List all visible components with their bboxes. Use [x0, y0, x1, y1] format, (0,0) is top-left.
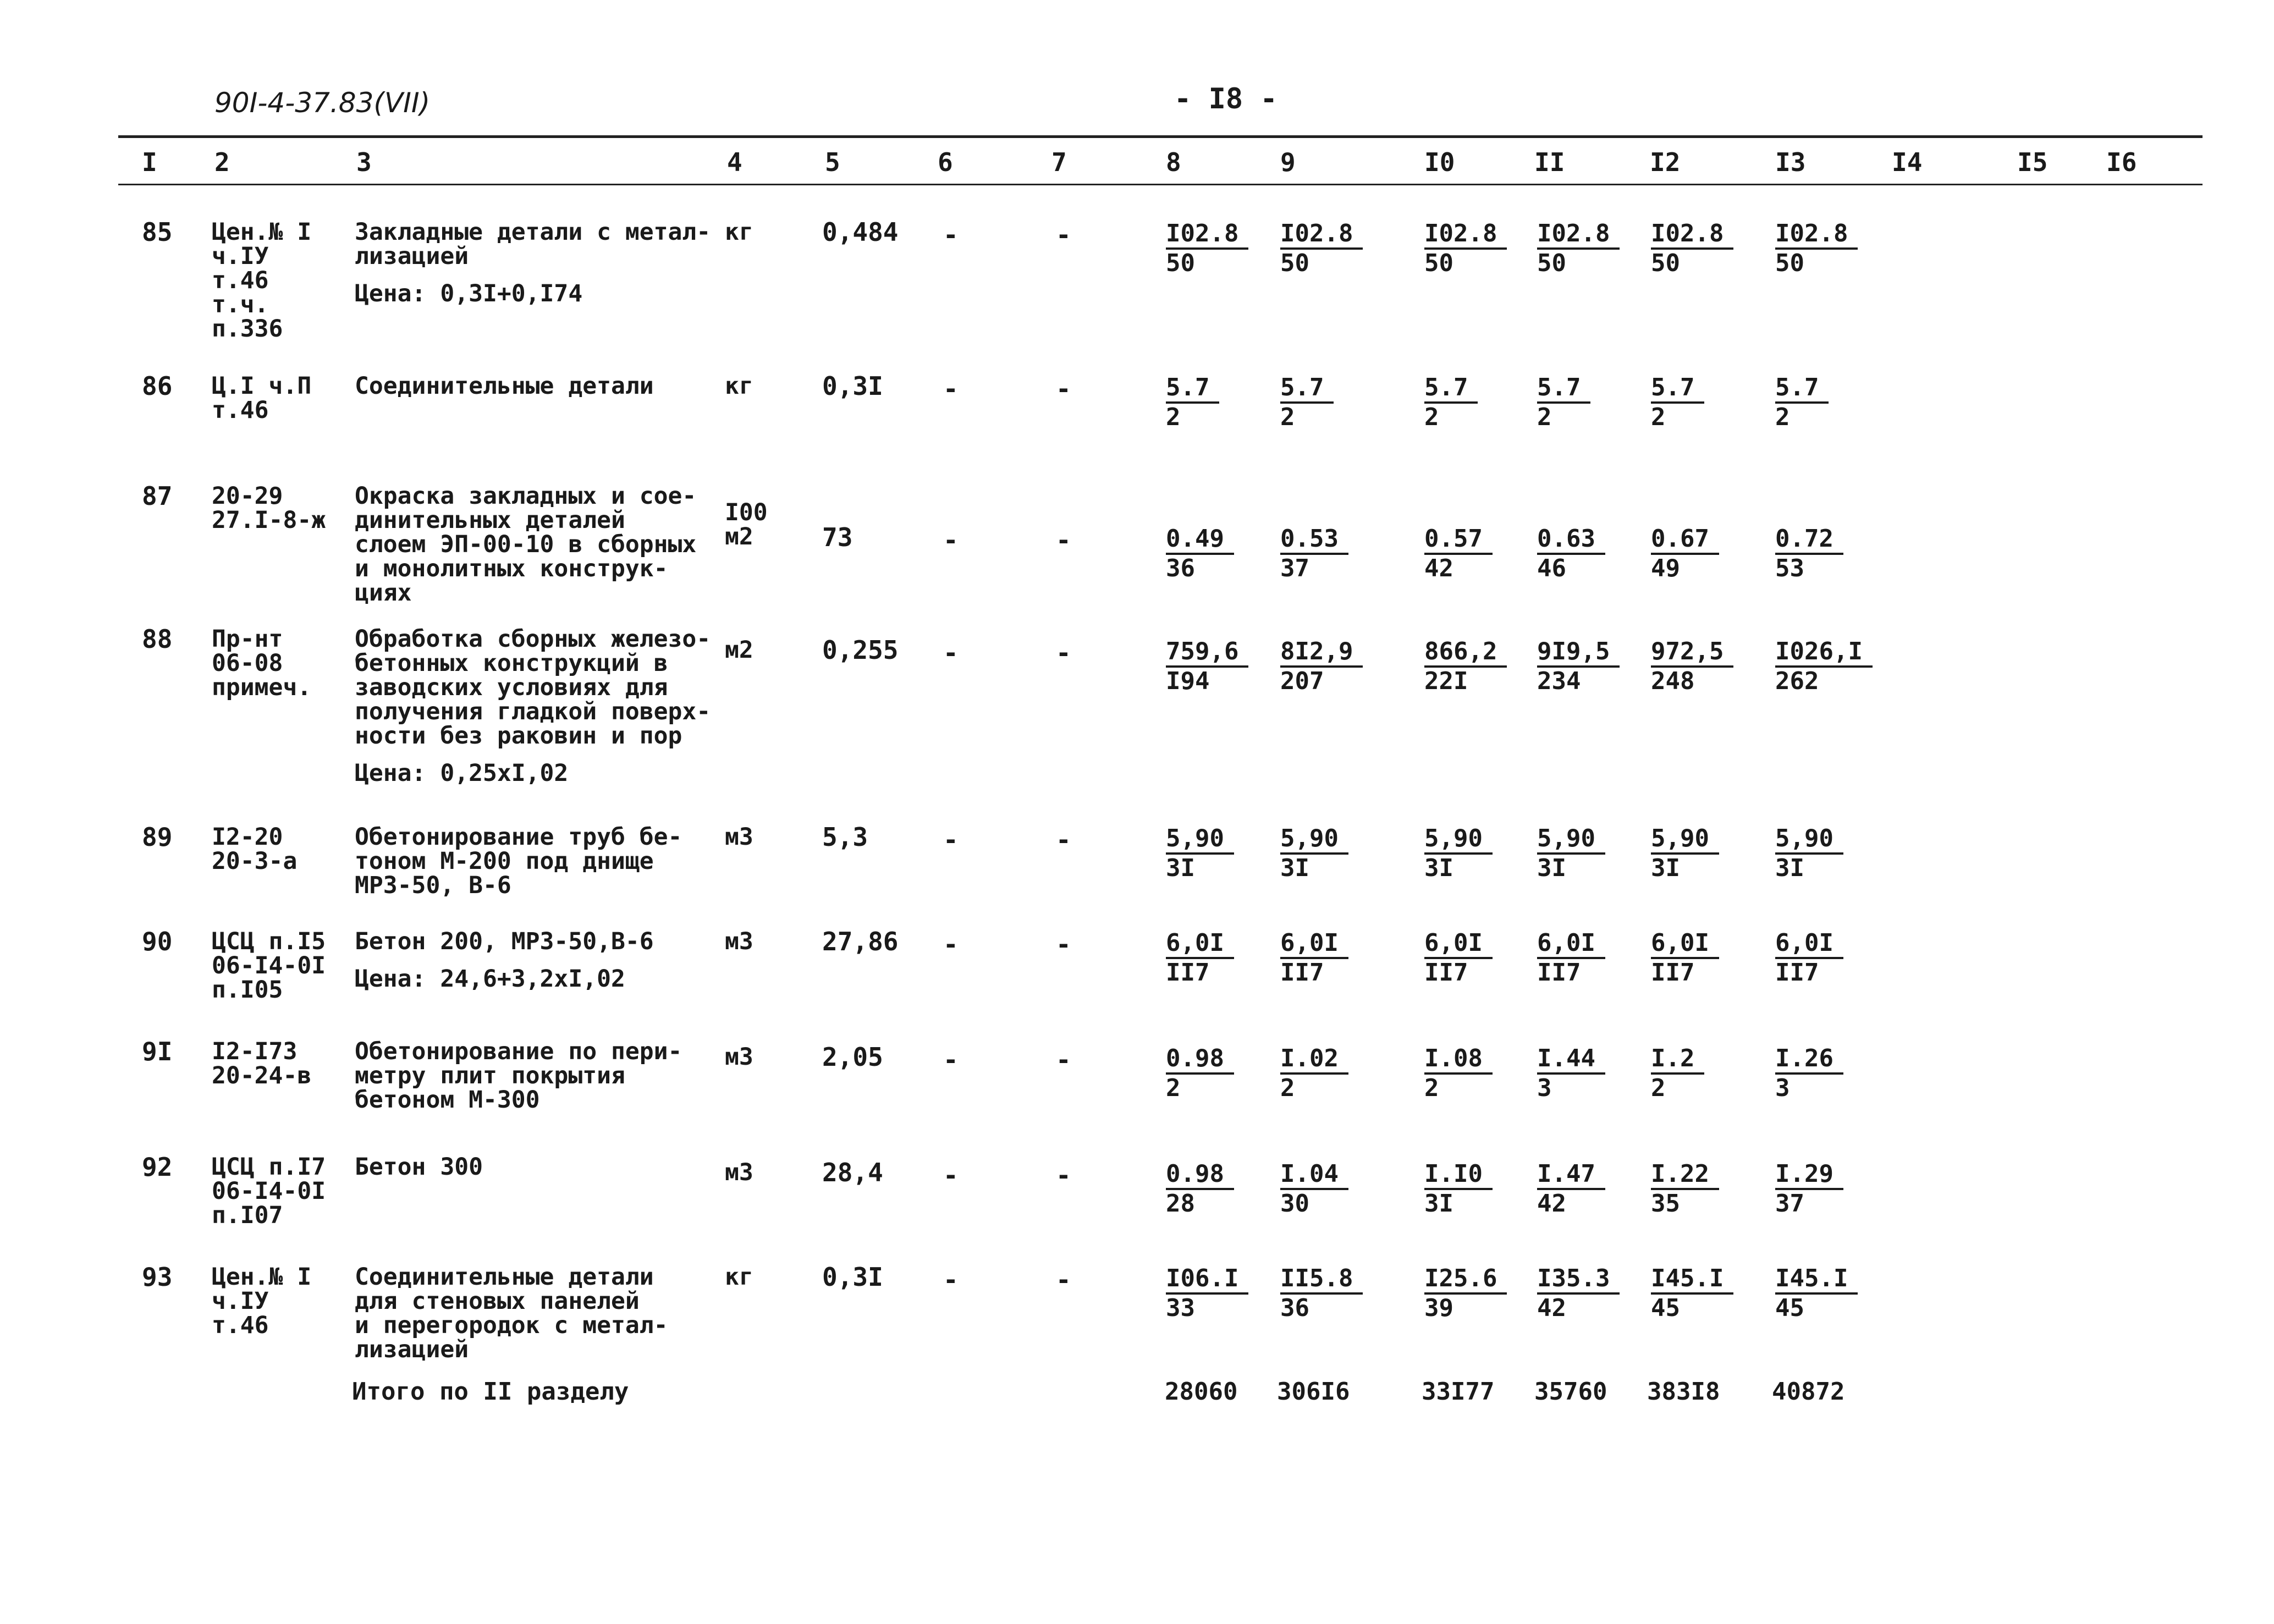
fraction-denominator: II7 — [1424, 959, 1468, 987]
row-value-fraction — [1424, 825, 1493, 882]
row-value-fraction — [1537, 374, 1590, 431]
row-value-fraction — [1166, 929, 1234, 987]
row-value-fraction — [1537, 1265, 1620, 1322]
fraction-numerator: 5,90 — [1537, 825, 1605, 855]
header-rule-top — [118, 135, 2203, 138]
fraction-numerator: 0.63 — [1537, 525, 1605, 555]
row-value-fraction — [1775, 1265, 1858, 1322]
row-number: 92 — [142, 1152, 173, 1182]
fraction-numerator: 5,90 — [1651, 825, 1719, 855]
fraction-numerator: I45.I — [1775, 1265, 1858, 1295]
row-description: Соединительные детали для стеновых панелей и перегородок с метал- лизацией — [355, 1263, 668, 1363]
row-value-fraction — [1651, 1265, 1733, 1322]
column-number: 7 — [1051, 147, 1067, 177]
row-col6-dash: - — [943, 525, 959, 555]
fraction-numerator: 6,0I — [1424, 929, 1493, 959]
column-number: 6 — [938, 147, 953, 177]
fraction-numerator: I.29 — [1775, 1160, 1843, 1190]
row-reference: ЦСЦ п.I5 06-I4-0I п.I05 — [212, 928, 326, 1004]
fraction-numerator: I.08 — [1424, 1045, 1493, 1075]
fraction-numerator: I.I0 — [1424, 1160, 1493, 1190]
fraction-denominator: 33 — [1166, 1294, 1195, 1322]
fraction-numerator: 0.98 — [1166, 1045, 1234, 1075]
row-col6-dash: - — [943, 1265, 959, 1295]
totals-value: 28060 — [1165, 1378, 1238, 1406]
row-number: 86 — [142, 371, 173, 401]
fraction-denominator: 3 — [1775, 1074, 1790, 1102]
fraction-denominator: 248 — [1651, 667, 1695, 695]
column-number: 5 — [825, 147, 840, 177]
column-number: I6 — [2106, 147, 2137, 177]
fraction-denominator: 2 — [1166, 1074, 1181, 1102]
fraction-numerator: I25.6 — [1424, 1265, 1507, 1295]
fraction-numerator: I02.8 — [1651, 220, 1733, 250]
fraction-numerator: 8I2,9 — [1280, 638, 1363, 668]
row-value-fraction — [1775, 1160, 1843, 1218]
row-value-fraction — [1775, 374, 1829, 431]
row-value-fraction — [1424, 220, 1507, 277]
row-col7-dash: - — [1056, 374, 1071, 404]
fraction-denominator: 45 — [1651, 1294, 1680, 1322]
row-value-fraction — [1651, 525, 1719, 582]
row-description: Соединительные детали — [355, 372, 654, 400]
row-reference: Цен.№ I ч.IУ т.46 — [212, 1263, 312, 1339]
fraction-denominator: 234 — [1537, 667, 1581, 695]
fraction-numerator: 5.7 — [1775, 374, 1829, 404]
totals-value: 35760 — [1534, 1378, 1607, 1406]
document-code: 90I-4-37.83(VII) — [214, 87, 431, 119]
fraction-numerator: 0.57 — [1424, 525, 1493, 555]
fraction-numerator: 866,2 — [1424, 638, 1507, 668]
column-number: I5 — [2017, 147, 2048, 177]
row-value-fraction — [1775, 638, 1873, 695]
row-number: 93 — [142, 1262, 173, 1292]
fraction-denominator: 39 — [1424, 1294, 1453, 1322]
column-number: I2 — [1650, 147, 1681, 177]
row-number: 9I — [142, 1037, 173, 1066]
fraction-numerator: 6,0I — [1280, 929, 1348, 959]
row-value-fraction — [1166, 1045, 1234, 1102]
row-col6-dash: - — [943, 929, 959, 959]
row-col7-dash: - — [1056, 220, 1071, 250]
row-col6-dash: - — [943, 638, 959, 668]
fraction-numerator: I.2 — [1651, 1045, 1704, 1075]
row-value-fraction — [1424, 638, 1507, 695]
row-price-note: Цена: 24,6+3,2хI,02 — [355, 965, 625, 993]
fraction-denominator: 42 — [1537, 1294, 1566, 1322]
fraction-denominator: 3I — [1280, 854, 1309, 882]
row-quantity: 5,3 — [822, 822, 868, 852]
fraction-denominator: 2 — [1537, 403, 1552, 431]
fraction-denominator: 36 — [1280, 1294, 1309, 1322]
row-quantity: 28,4 — [822, 1158, 883, 1187]
fraction-denominator: 50 — [1537, 249, 1566, 277]
column-number: I4 — [1892, 147, 1923, 177]
row-col6-dash: - — [943, 1160, 959, 1190]
fraction-numerator: 5,90 — [1280, 825, 1348, 855]
row-unit: кг — [725, 1263, 753, 1291]
row-value-fraction — [1651, 825, 1719, 882]
fraction-denominator: 207 — [1280, 667, 1324, 695]
fraction-numerator: 6,0I — [1166, 929, 1234, 959]
fraction-denominator: 46 — [1537, 554, 1566, 582]
row-reference: Ц.I ч.П т.46 — [212, 372, 312, 424]
column-number: 2 — [214, 147, 230, 177]
fraction-denominator: 3I — [1537, 854, 1566, 882]
row-unit: м3 — [725, 1159, 753, 1186]
row-col6-dash: - — [943, 374, 959, 404]
row-value-fraction — [1280, 825, 1348, 882]
row-quantity: 73 — [822, 522, 853, 552]
fraction-numerator: 5,90 — [1166, 825, 1234, 855]
row-value-fraction — [1280, 929, 1348, 987]
row-value-fraction — [1166, 374, 1219, 431]
fraction-numerator: 0.53 — [1280, 525, 1348, 555]
row-value-fraction — [1424, 929, 1493, 987]
row-col7-dash: - — [1056, 825, 1071, 855]
fraction-denominator: 42 — [1537, 1190, 1566, 1218]
header-rule-bottom — [118, 184, 2203, 185]
row-value-fraction — [1775, 929, 1843, 987]
column-number: 9 — [1280, 147, 1296, 177]
fraction-numerator: 759,6 — [1166, 638, 1248, 668]
row-value-fraction — [1651, 638, 1733, 695]
fraction-denominator: 2 — [1651, 403, 1666, 431]
row-col6-dash: - — [943, 220, 959, 250]
column-number: 3 — [356, 147, 372, 177]
row-description: Закладные детали с метал- лизацией — [355, 218, 711, 270]
fraction-denominator: 45 — [1775, 1294, 1804, 1322]
fraction-denominator: 37 — [1280, 554, 1309, 582]
row-value-fraction — [1424, 525, 1493, 582]
column-number: I — [142, 147, 157, 177]
row-col6-dash: - — [943, 825, 959, 855]
row-reference: Пр-нт 06-08 примеч. — [212, 625, 312, 701]
row-value-fraction — [1537, 929, 1605, 987]
row-quantity: 0,255 — [822, 635, 899, 665]
fraction-denominator: 49 — [1651, 554, 1680, 582]
row-value-fraction — [1166, 525, 1234, 582]
column-number: 8 — [1166, 147, 1181, 177]
fraction-numerator: I.44 — [1537, 1045, 1605, 1075]
fraction-numerator: I06.I — [1166, 1265, 1248, 1295]
row-number: 88 — [142, 624, 173, 654]
row-price-note: Цена: 0,3I+0,I74 — [355, 280, 583, 307]
fraction-numerator: II5.8 — [1280, 1265, 1363, 1295]
row-col7-dash: - — [1056, 1160, 1071, 1190]
fraction-denominator: II7 — [1537, 959, 1581, 987]
fraction-numerator: 6,0I — [1537, 929, 1605, 959]
row-quantity: 0,3I — [822, 371, 883, 401]
fraction-numerator: I45.I — [1651, 1265, 1733, 1295]
row-value-fraction — [1651, 220, 1733, 277]
row-value-fraction — [1424, 1045, 1493, 1102]
fraction-numerator: 972,5 — [1651, 638, 1733, 668]
fraction-denominator: 3I — [1166, 854, 1195, 882]
row-value-fraction — [1424, 1265, 1507, 1322]
row-description: Обработка сборных железо- бетонных конструкций в заводских условиях для получения гладкой поверх- ности без раковин и пор — [355, 625, 711, 750]
row-number: 90 — [142, 927, 173, 956]
row-value-fraction — [1166, 825, 1234, 882]
fraction-numerator: 5.7 — [1424, 374, 1478, 404]
row-col7-dash: - — [1056, 1045, 1071, 1075]
row-reference: ЦСЦ п.I7 06-I4-0I п.I07 — [212, 1153, 326, 1229]
row-reference: I2-20 20-3-а — [212, 823, 298, 875]
fraction-numerator: I.02 — [1280, 1045, 1348, 1075]
fraction-denominator: 22I — [1424, 667, 1468, 695]
row-value-fraction — [1280, 1160, 1348, 1218]
fraction-denominator: II7 — [1775, 959, 1819, 987]
fraction-numerator: 6,0I — [1651, 929, 1719, 959]
row-value-fraction — [1424, 1160, 1493, 1218]
fraction-numerator: I02.8 — [1166, 220, 1248, 250]
row-unit: кг — [725, 218, 753, 246]
row-value-fraction — [1280, 374, 1334, 431]
column-number: I3 — [1775, 147, 1806, 177]
fraction-denominator: 50 — [1424, 249, 1453, 277]
fraction-denominator: 36 — [1166, 554, 1195, 582]
row-col7-dash: - — [1056, 929, 1071, 959]
totals-value: 33I77 — [1422, 1378, 1495, 1406]
row-unit: кг — [725, 372, 753, 400]
fraction-numerator: 5.7 — [1166, 374, 1219, 404]
fraction-numerator: 5,90 — [1424, 825, 1493, 855]
fraction-denominator: 50 — [1775, 249, 1804, 277]
row-description: Бетон 300 — [355, 1153, 483, 1181]
fraction-denominator: 2 — [1775, 403, 1790, 431]
fraction-numerator: 0.67 — [1651, 525, 1719, 555]
row-value-fraction — [1166, 638, 1248, 695]
row-unit: I00 м2 — [725, 499, 768, 550]
row-reference: I2-I73 20-24-в — [212, 1038, 312, 1089]
fraction-denominator: 28 — [1166, 1190, 1195, 1218]
row-value-fraction — [1166, 220, 1248, 277]
row-unit: м3 — [725, 823, 753, 851]
fraction-numerator: 5.7 — [1280, 374, 1334, 404]
fraction-numerator: I02.8 — [1280, 220, 1363, 250]
row-value-fraction — [1537, 1160, 1605, 1218]
row-value-fraction — [1537, 220, 1620, 277]
fraction-numerator: I35.3 — [1537, 1265, 1620, 1295]
row-value-fraction — [1280, 525, 1348, 582]
row-unit: м3 — [725, 928, 753, 955]
fraction-denominator: 2 — [1424, 403, 1439, 431]
fraction-numerator: I.04 — [1280, 1160, 1348, 1190]
fraction-numerator: 5.7 — [1537, 374, 1590, 404]
row-value-fraction — [1424, 374, 1478, 431]
fraction-numerator: 5.7 — [1651, 374, 1704, 404]
fraction-denominator: 42 — [1424, 554, 1453, 582]
row-description: Окраска закладных и сое- динительных деталей слоем ЭП-00-10 в сборных и монолитных конструк- циях — [355, 482, 697, 607]
row-value-fraction — [1166, 1265, 1248, 1322]
fraction-denominator: 2 — [1651, 1074, 1666, 1102]
fraction-denominator: 262 — [1775, 667, 1819, 695]
row-reference: Цен.№ I ч.IУ т.46 т.ч. п.336 — [212, 218, 312, 343]
fraction-denominator: I94 — [1166, 667, 1210, 695]
row-col7-dash: - — [1056, 525, 1071, 555]
column-number: 4 — [727, 147, 742, 177]
row-quantity: 0,3I — [822, 1262, 883, 1292]
row-value-fraction — [1651, 1045, 1704, 1102]
totals-value: 383I8 — [1647, 1378, 1720, 1406]
row-value-fraction — [1537, 825, 1605, 882]
fraction-numerator: I026,I — [1775, 638, 1873, 668]
row-quantity: 27,86 — [822, 927, 899, 956]
fraction-numerator: I02.8 — [1775, 220, 1858, 250]
fraction-numerator: 5,90 — [1775, 825, 1843, 855]
fraction-denominator: 3I — [1651, 854, 1680, 882]
fraction-numerator: I02.8 — [1537, 220, 1620, 250]
fraction-denominator: II7 — [1166, 959, 1210, 987]
row-value-fraction — [1775, 525, 1843, 582]
fraction-denominator: 50 — [1280, 249, 1309, 277]
fraction-denominator: 3I — [1424, 854, 1453, 882]
row-value-fraction — [1280, 1265, 1363, 1322]
row-value-fraction — [1280, 638, 1363, 695]
totals-value: 306I6 — [1277, 1378, 1350, 1406]
row-value-fraction — [1280, 1045, 1348, 1102]
column-number: I0 — [1424, 147, 1455, 177]
fraction-numerator: I.22 — [1651, 1160, 1719, 1190]
row-number: 89 — [142, 822, 173, 852]
fraction-denominator: 2 — [1280, 403, 1295, 431]
fraction-denominator: 3 — [1537, 1074, 1552, 1102]
row-value-fraction — [1537, 525, 1605, 582]
row-description: Обетонирование по пери- метру плит покрытия бетоном М-300 — [355, 1038, 682, 1114]
row-quantity: 0,484 — [822, 217, 899, 247]
row-description: Бетон 200, МРЗ-50,В-6 — [355, 928, 654, 955]
fraction-denominator: II7 — [1280, 959, 1324, 987]
fraction-denominator: 50 — [1651, 249, 1680, 277]
fraction-numerator: I.26 — [1775, 1045, 1843, 1075]
fraction-denominator: 2 — [1166, 403, 1181, 431]
fraction-numerator: 6,0I — [1775, 929, 1843, 959]
fraction-numerator: 9I9,5 — [1537, 638, 1620, 668]
row-unit: м2 — [725, 636, 753, 664]
fraction-denominator: 50 — [1166, 249, 1195, 277]
row-quantity: 2,05 — [822, 1042, 883, 1072]
fraction-denominator: 3I — [1424, 1190, 1453, 1218]
row-value-fraction — [1651, 374, 1704, 431]
fraction-numerator: I02.8 — [1424, 220, 1507, 250]
row-value-fraction — [1537, 1045, 1605, 1102]
row-col7-dash: - — [1056, 1265, 1071, 1295]
row-col6-dash: - — [943, 1045, 959, 1075]
fraction-numerator: 0.98 — [1166, 1160, 1234, 1190]
row-value-fraction — [1775, 825, 1843, 882]
row-value-fraction — [1775, 220, 1858, 277]
fraction-denominator: 2 — [1280, 1074, 1295, 1102]
row-number: 87 — [142, 481, 173, 511]
fraction-numerator: I.47 — [1537, 1160, 1605, 1190]
row-reference: 20-29 27.I-8-ж — [212, 482, 326, 534]
totals-label: Итого по II разделу — [352, 1378, 629, 1406]
row-value-fraction — [1651, 929, 1719, 987]
row-description: Обетонирование труб бе- тоном М-200 под днище МРЗ-50, В-6 — [355, 823, 682, 899]
row-value-fraction — [1651, 1160, 1719, 1218]
row-value-fraction — [1166, 1160, 1234, 1218]
fraction-denominator: 3I — [1775, 854, 1804, 882]
row-value-fraction — [1537, 638, 1620, 695]
fraction-denominator: 35 — [1651, 1190, 1680, 1218]
row-unit: м3 — [725, 1043, 753, 1071]
row-number: 85 — [142, 217, 173, 247]
fraction-denominator: 37 — [1775, 1190, 1804, 1218]
row-col7-dash: - — [1056, 638, 1071, 668]
fraction-denominator: 30 — [1280, 1190, 1309, 1218]
fraction-denominator: 53 — [1775, 554, 1804, 582]
fraction-denominator: 2 — [1424, 1074, 1439, 1102]
fraction-numerator: 0.72 — [1775, 525, 1843, 555]
fraction-numerator: 0.49 — [1166, 525, 1234, 555]
column-number: II — [1534, 147, 1565, 177]
row-price-note: Цена: 0,25хI,02 — [355, 759, 569, 787]
totals-value: 40872 — [1772, 1378, 1845, 1406]
page-number: - I8 - — [1174, 82, 1278, 115]
row-value-fraction — [1280, 220, 1363, 277]
row-value-fraction — [1775, 1045, 1843, 1102]
fraction-denominator: II7 — [1651, 959, 1695, 987]
